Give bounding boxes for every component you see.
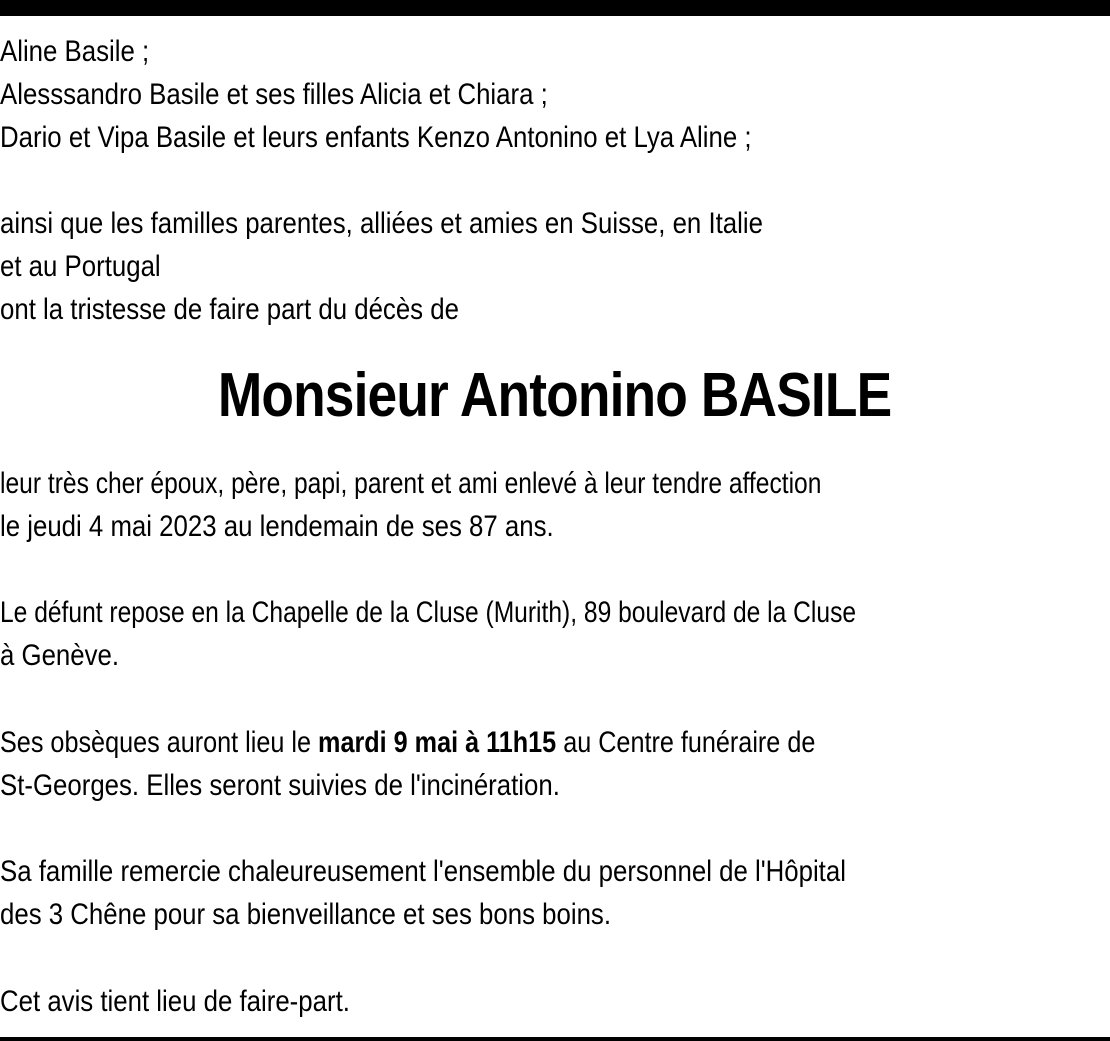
family-line-3: Dario et Vipa Basile et leurs enfants Kenzo Antonino et Lya Aline ; [0, 121, 752, 154]
thanks-block [0, 850, 1110, 936]
family-line-2: Alesssandro Basile et ses filles Alicia et Chiara ; [0, 78, 548, 111]
deceased-name [0, 356, 1110, 436]
relatives-line-3: ont la tristesse de faire part du décès de [0, 293, 459, 326]
funeral-date-time: mardi 9 mai à 11h15 [318, 726, 557, 759]
repose-line-1: Le défunt repose en la Chapelle de la Cluse (Murith), 89 boulevard de la Cluse [0, 596, 857, 629]
relatives-block [0, 202, 1110, 331]
tribute-line-1: leur très cher époux, père, papi, parent et ami enlevé à leur tendre affection [0, 467, 822, 500]
tribute-block [0, 462, 1110, 548]
deceased-name-text: Monsieur Antonino BASILE [218, 361, 892, 430]
family-line-1: Aline Basile ; [0, 35, 150, 68]
funeral-line-1 [0, 721, 1110, 764]
closing-line: Cet avis tient lieu de faire-part. [0, 985, 350, 1018]
repose-line-2: à Genève. [0, 639, 120, 672]
thanks-line-1: Sa famille remercie chaleureusement l'ensemble du personnel de l'Hôpital [0, 855, 846, 888]
funeral-suffix: au Centre funéraire de [563, 726, 816, 759]
family-block [0, 30, 1110, 159]
funeral-line-2: St-Georges. Elles seront suivies de l'incinération. [0, 769, 560, 802]
funeral-block [0, 721, 1110, 807]
funeral-prefix: Ses obsèques auront lieu le [0, 726, 312, 759]
relatives-line-1: ainsi que les familles parentes, alliées et amies en Suisse, en Italie [0, 207, 763, 240]
thanks-line-2: des 3 Chêne pour sa bienveillance et ses bons boins. [0, 898, 612, 931]
closing-block [0, 980, 1110, 1023]
tribute-line-2: le jeudi 4 mai 2023 au lendemain de ses 87 ans. [0, 510, 554, 543]
repose-block [0, 591, 1110, 677]
relatives-line-2: et au Portugal [0, 250, 161, 283]
